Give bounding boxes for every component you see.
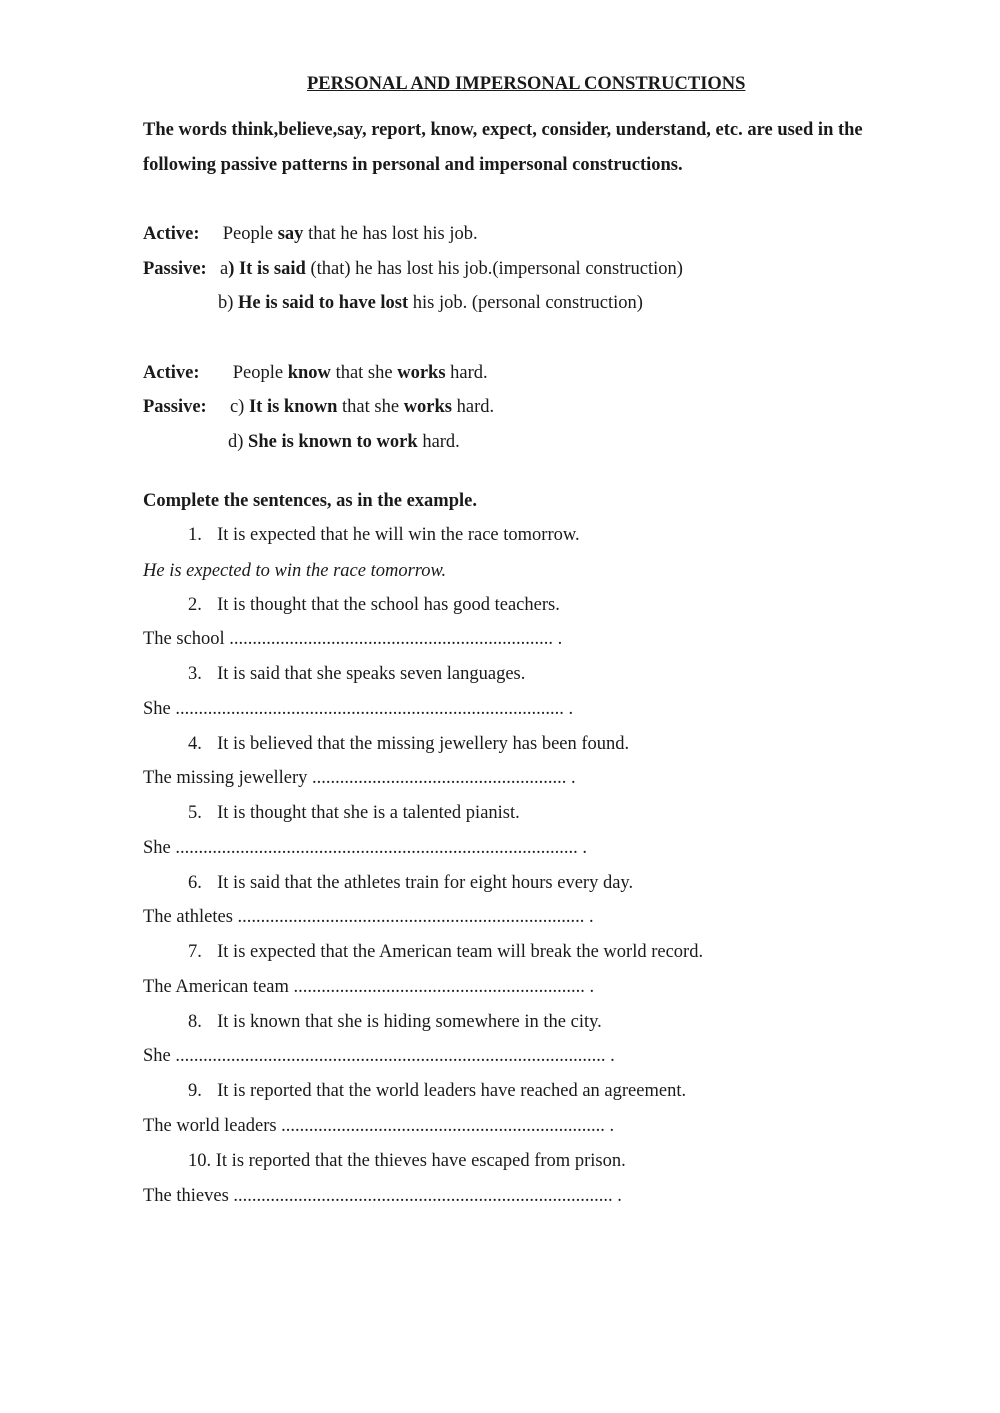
option-a-post: (that) he has lost his job.(impersonal construction) — [305, 259, 683, 279]
answer-line-9[interactable]: The world leaders ...................................................................... . — [143, 1116, 615, 1136]
item-number: 5. — [188, 803, 202, 823]
exercise-item-6 — [188, 872, 633, 894]
intro-line-1: The words think,believe,say, report, know, expect, consider, understand, etc. are used in the — [143, 120, 863, 140]
passive-label: Passive: — [143, 397, 207, 417]
example1-option-b — [218, 292, 643, 314]
option-b-bold: He is said to have lost — [238, 293, 409, 313]
item-number: 10. — [188, 1151, 212, 1171]
item-prompt: It is reported that the thieves have escaped from prison. — [215, 1151, 626, 1171]
page-title: PERSONAL AND IMPERSONAL CONSTRUCTIONS — [307, 74, 746, 94]
item-prompt: It is reported that the world leaders have reached an agreement. — [217, 1081, 687, 1101]
exercise-item-7 — [188, 941, 703, 963]
item-number: 4. — [188, 734, 202, 754]
active-mid: that she — [330, 363, 398, 383]
exercise-item-10 — [188, 1150, 626, 1172]
active-verb-2: works — [397, 363, 446, 383]
item-prompt: It is known that she is hiding somewhere in the city. — [217, 1012, 602, 1032]
passive-label: Passive: — [143, 259, 207, 279]
item-number: 2. — [188, 595, 202, 615]
item-prompt: It is said that she speaks seven languages. — [217, 664, 526, 684]
item-prompt: It is thought that she is a talented pianist. — [217, 803, 520, 823]
exercise-item-8 — [188, 1011, 602, 1033]
active-post: that he has lost his job. — [303, 224, 478, 244]
exercise-item-5 — [188, 802, 520, 824]
example1-passive-line — [143, 258, 683, 280]
option-c-mid: that she — [337, 397, 404, 417]
intro-line-2: following passive patterns in personal and impersonal constructions. — [143, 155, 683, 175]
option-b-post: his job. (personal construction) — [408, 293, 643, 313]
option-d-pre: d) — [228, 432, 249, 452]
answer-line-6[interactable]: The athletes ........................................................................... . — [143, 907, 594, 927]
active-label: Active: — [143, 363, 200, 383]
answer-line-7[interactable]: The American team ............................................................... . — [143, 977, 595, 997]
active-verb: say — [277, 224, 304, 244]
answer-line-3[interactable]: She .................................................................................... . — [143, 699, 574, 719]
exercise-heading: Complete the sentences, as in the example. — [143, 491, 477, 511]
exercise-item-9 — [188, 1080, 686, 1102]
exercise-item-3 — [188, 663, 525, 685]
option-c-post: hard. — [452, 397, 495, 417]
item-prompt: It is expected that the American team will break the world record. — [217, 942, 704, 962]
answer-line-10[interactable]: The thieves .................................................................................. . — [143, 1186, 622, 1206]
option-d-bold: She is known to work — [248, 432, 418, 452]
item-number: 9. — [188, 1081, 202, 1101]
active-post: hard. — [445, 363, 488, 383]
option-d-post: hard. — [417, 432, 460, 452]
answer-line-2[interactable]: The school ...................................................................... . — [143, 629, 563, 649]
item-number: 8. — [188, 1012, 202, 1032]
active-pre: People — [222, 224, 278, 244]
active-verb: know — [287, 363, 331, 383]
answer-line-8[interactable]: She ............................................................................................. . — [143, 1046, 615, 1066]
option-c-bold-2: works — [403, 397, 452, 417]
example2-passive-line — [143, 396, 494, 418]
example2-active-line — [143, 362, 488, 384]
exercise-item-1 — [188, 524, 580, 546]
answer-line-4[interactable]: The missing jewellery ....................................................... . — [143, 768, 576, 788]
item-prompt: It is believed that the missing jewellery has been found. — [217, 734, 630, 754]
active-label: Active: — [143, 224, 200, 244]
item-prompt: It is thought that the school has good teachers. — [217, 595, 560, 615]
active-pre: People — [232, 363, 288, 383]
item-number: 3. — [188, 664, 202, 684]
option-a-letter: a — [219, 259, 229, 279]
item-number: 7. — [188, 942, 202, 962]
item-number: 6. — [188, 873, 202, 893]
option-c-bold: It is known — [248, 397, 338, 417]
answer-line-5[interactable]: She ....................................................................................... . — [143, 838, 587, 858]
exercise-item-4 — [188, 733, 629, 755]
item-number: 1. — [188, 525, 202, 545]
option-a-bold: ) It is said — [228, 259, 306, 279]
item-prompt: It is expected that he will win the race tomorrow. — [217, 525, 580, 545]
item-prompt: It is said that the athletes train for eight hours every day. — [217, 873, 634, 893]
example-answer: He is expected to win the race tomorrow. — [143, 561, 447, 581]
option-b-pre: b) — [218, 293, 239, 313]
option-c-pre: c) — [229, 397, 249, 417]
example1-active-line — [143, 223, 478, 245]
exercise-item-2 — [188, 594, 560, 616]
example2-option-d — [228, 431, 460, 453]
